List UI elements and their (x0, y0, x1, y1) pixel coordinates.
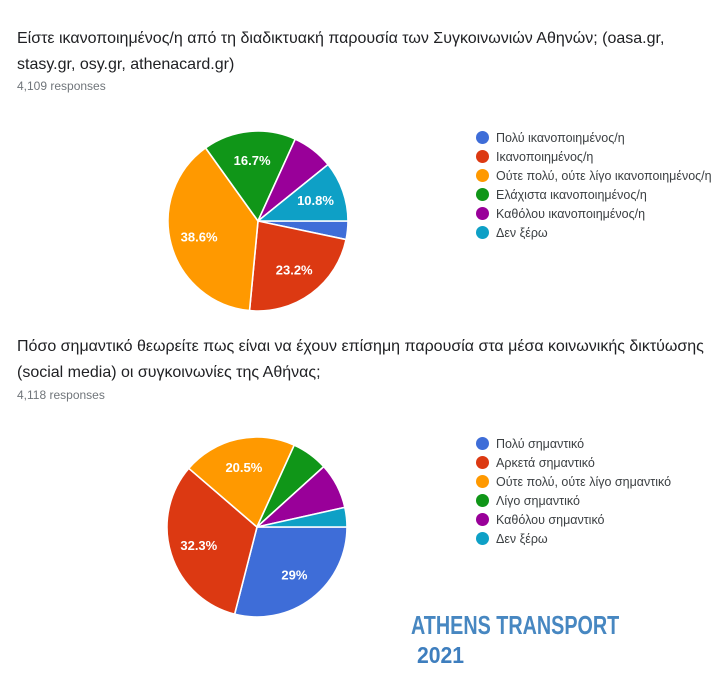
pie-chart-online-presence (166, 129, 350, 313)
legend-label: Ελάχιστα ικανοποιημένος/η (496, 187, 647, 202)
legend-swatch-icon (476, 131, 489, 144)
slice-percent-label: 16.7% (233, 152, 271, 168)
legend-item (476, 491, 671, 510)
slice-percent-label: 29% (281, 567, 308, 583)
legend-item (476, 223, 712, 242)
legend-item (476, 147, 712, 166)
legend-item (476, 529, 671, 548)
legend-label: Λίγο σημαντικό (496, 493, 580, 508)
legend (476, 434, 671, 548)
legend-swatch-icon (476, 437, 489, 450)
responses-count: 4,109 responses (17, 79, 106, 93)
legend-label: Καθόλου σημαντικό (496, 512, 605, 527)
question-title: Πόσο σημαντικό θεωρείτε πως είναι να έχουν επίσημη παρουσία στα μέσα κοινωνικής δικτύωσης (social media) οι συγκοινωνίες της Αθήνας; (17, 338, 704, 381)
legend (476, 128, 712, 242)
legend-label: Δεν ξέρω (496, 531, 548, 546)
legend-swatch-icon (476, 207, 489, 220)
legend-label: Πολύ ικανοποιημένος/η (496, 130, 625, 145)
legend-item (476, 166, 712, 185)
legend-item (476, 472, 671, 491)
legend-swatch-icon (476, 494, 489, 507)
legend-item (476, 128, 712, 147)
logo-title: ATHENS TRANSPORT (411, 610, 620, 640)
legend-swatch-icon (476, 456, 489, 469)
legend-label: Ικανοποιημένος/η (496, 149, 594, 164)
legend-swatch-icon (476, 226, 489, 239)
legend-swatch-icon (476, 150, 489, 163)
legend-label: Δεν ξέρω (496, 225, 548, 240)
legend-swatch-icon (476, 188, 489, 201)
legend-item (476, 434, 671, 453)
logo-year: 2021 (417, 642, 465, 668)
legend-item (476, 510, 671, 529)
pie-chart-social-media (165, 435, 349, 619)
legend-label: Ούτε πολύ, ούτε λίγο ικανοποιημένος/η (496, 168, 712, 183)
legend-label: Πολύ σημαντικό (496, 436, 585, 451)
slice-percent-label: 23.2% (275, 262, 313, 278)
legend-swatch-icon (476, 169, 489, 182)
legend-item (476, 453, 671, 472)
legend-item (476, 185, 712, 204)
legend-swatch-icon (476, 475, 489, 488)
responses-count: 4,118 responses (17, 388, 105, 402)
legend-label: Ούτε πολύ, ούτε λίγο σημαντικό (496, 474, 672, 489)
legend-label: Αρκετά σημαντικό (496, 455, 595, 470)
legend-swatch-icon (476, 532, 489, 545)
slice-percent-label: 20.5% (225, 459, 263, 475)
question-title: Είστε ικανοποιημένος/η από τη διαδικτυακή παρουσία των Συγκοινωνιών Αθηνών; (oasa.gr, stasy.gr, osy.gr, athenacard.gr) (17, 30, 665, 73)
legend-label: Καθόλου ικανοποιημένος/η (496, 206, 646, 221)
legend-swatch-icon (476, 513, 489, 526)
athens-transport-logo (411, 612, 685, 667)
legend-item (476, 204, 712, 223)
slice-percent-label: 38.6% (180, 229, 218, 245)
slice-percent-label: 32.3% (180, 537, 218, 553)
slice-percent-label: 10.8% (297, 193, 334, 209)
